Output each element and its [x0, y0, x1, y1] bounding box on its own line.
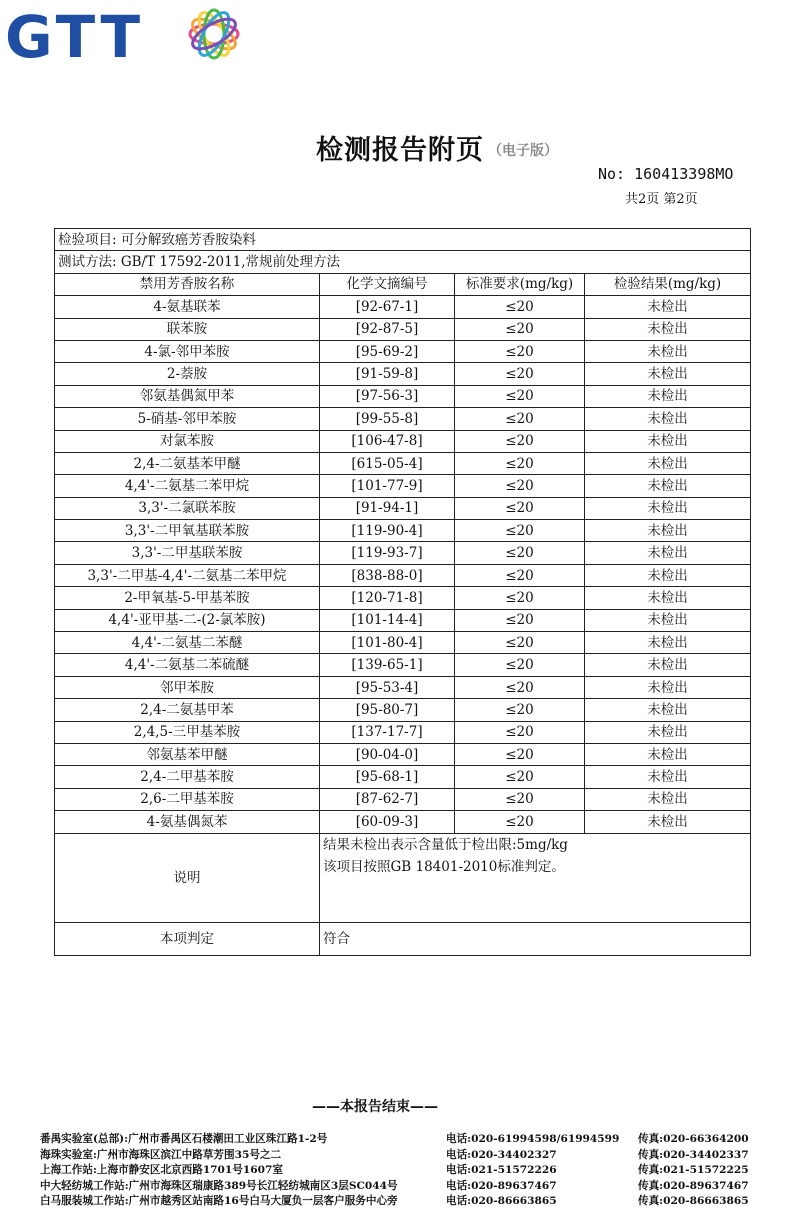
logo-text: GTT	[5, 3, 145, 71]
cas-number-cell: [838-88-0]	[320, 564, 455, 586]
cas-number-cell: [101-14-4]	[320, 609, 455, 631]
limit-cell: ≤20	[455, 743, 585, 765]
report-end-text: ——本报告结束——	[312, 1099, 438, 1115]
result-cell: 未检出	[585, 632, 751, 654]
notes-row	[55, 833, 751, 922]
footer-phone: 电话:020-34402327	[446, 1148, 557, 1161]
amine-name-cell: 4-氨基联苯	[55, 296, 320, 318]
verdict-value: 符合	[320, 922, 751, 955]
table-row	[55, 363, 751, 385]
limit-cell: ≤20	[455, 699, 585, 721]
amine-name-cell: 3,3'-二甲基-4,4'-二氨基二苯甲烷	[55, 564, 320, 586]
footer-fax: 传真:020-66364200	[638, 1133, 749, 1145]
column-header-result: 检验结果(mg/kg)	[585, 273, 751, 295]
result-cell: 未检出	[585, 452, 751, 474]
footer-phone: 电话:020-89637467	[446, 1179, 557, 1192]
amine-name-cell: 邻氨基苯甲醚	[55, 743, 320, 765]
report-number: No: 160413398MO	[598, 165, 734, 183]
footer-row	[40, 1147, 770, 1163]
cas-number-cell: [101-77-9]	[320, 475, 455, 497]
amine-name-cell: 3,3'-二甲基联苯胺	[55, 542, 320, 564]
amine-name-cell: 2,4-二氨基甲苯	[55, 699, 320, 721]
test-item-row	[55, 229, 751, 251]
amine-name-cell: 2,4,5-三甲基苯胺	[55, 721, 320, 743]
test-method-row	[55, 251, 751, 273]
footer-phone: 电话:020-61994598/61994599	[446, 1133, 620, 1145]
table-row	[55, 766, 751, 788]
limit-cell: ≤20	[455, 542, 585, 564]
cas-number-cell: [97-56-3]	[320, 385, 455, 407]
cas-number-cell: [92-67-1]	[320, 296, 455, 318]
limit-cell: ≤20	[455, 385, 585, 407]
amine-name-cell: 4,4'-亚甲基-二-(2-氯苯胺)	[55, 609, 320, 631]
result-cell: 未检出	[585, 475, 751, 497]
result-cell: 未检出	[585, 811, 751, 833]
amine-name-cell: 4-氨基偶氮苯	[55, 811, 320, 833]
footer-row	[40, 1178, 770, 1194]
test-method: 测试方法: GB/T 17592-2011,常规前处理方法	[55, 251, 751, 273]
result-cell: 未检出	[585, 766, 751, 788]
footer-row	[40, 1193, 770, 1209]
electronic-version-label: （电子版）	[488, 143, 558, 159]
footer-row	[40, 1131, 770, 1147]
notes-content	[320, 833, 751, 922]
cas-number-cell: [95-80-7]	[320, 699, 455, 721]
limit-cell: ≤20	[455, 676, 585, 698]
result-cell: 未检出	[585, 318, 751, 340]
limit-cell: ≤20	[455, 318, 585, 340]
footer-phone: 电话:020-86663865	[446, 1195, 557, 1208]
table-row	[55, 743, 751, 765]
amine-name-cell: 对氯苯胺	[55, 430, 320, 452]
cas-number-cell: [95-68-1]	[320, 766, 455, 788]
table-row	[55, 318, 751, 340]
table-row	[55, 699, 751, 721]
footer-address: 白马服装城工作站:广州市越秀区站南路16号白马大厦负一层客户服务中心旁	[40, 1195, 398, 1208]
amine-name-cell: 4,4'-二氨基二苯醚	[55, 632, 320, 654]
amine-name-cell: 2-萘胺	[55, 363, 320, 385]
footer-address: 中大轻纺城工作站:广州市海珠区瑞康路389号长江轻纺城南区3层SC044号	[40, 1179, 398, 1192]
footer-address: 上海工作站:上海市静安区北京西路1701号1607室	[40, 1164, 283, 1177]
limit-cell: ≤20	[455, 296, 585, 318]
amine-name-cell: 4-氯-邻甲苯胺	[55, 340, 320, 362]
cas-number-cell: [120-71-8]	[320, 587, 455, 609]
result-cell: 未检出	[585, 788, 751, 810]
result-cell: 未检出	[585, 699, 751, 721]
cas-number-cell: [137-17-7]	[320, 721, 455, 743]
footer-fax: 传真:020-34402337	[638, 1148, 749, 1161]
limit-cell: ≤20	[455, 632, 585, 654]
amine-name-cell: 邻氨基偶氮甲苯	[55, 385, 320, 407]
table-row	[55, 452, 751, 474]
amine-name-cell: 邻甲苯胺	[55, 676, 320, 698]
footer-address: 海珠实验室:广州市海珠区滨江中路草芳围35号之二	[40, 1148, 282, 1161]
page-title: 检测报告附页	[316, 135, 484, 166]
limit-cell: ≤20	[455, 430, 585, 452]
cas-number-cell: [92-87-5]	[320, 318, 455, 340]
cas-number-cell: [101-80-4]	[320, 632, 455, 654]
cas-number-cell: [91-94-1]	[320, 497, 455, 519]
table-row	[55, 587, 751, 609]
result-cell: 未检出	[585, 654, 751, 676]
column-header-name: 禁用芳香胺名称	[55, 273, 320, 295]
amine-name-cell: 2,6-二甲基苯胺	[55, 788, 320, 810]
cas-number-cell: [95-69-2]	[320, 340, 455, 362]
amine-name-cell: 2,4-二甲基苯胺	[55, 766, 320, 788]
table-row	[55, 475, 751, 497]
table-row	[55, 564, 751, 586]
result-cell: 未检出	[585, 721, 751, 743]
flower-logo-icon	[187, 7, 241, 61]
footer-contacts	[40, 1131, 770, 1209]
limit-cell: ≤20	[455, 408, 585, 430]
footer-row	[40, 1162, 770, 1178]
limit-cell: ≤20	[455, 721, 585, 743]
result-cell: 未检出	[585, 676, 751, 698]
limit-cell: ≤20	[455, 609, 585, 631]
cas-number-cell: [87-62-7]	[320, 788, 455, 810]
table-row	[55, 811, 751, 833]
result-cell: 未检出	[585, 542, 751, 564]
limit-cell: ≤20	[455, 520, 585, 542]
test-results-table	[54, 228, 751, 956]
cas-number-cell: [90-04-0]	[320, 743, 455, 765]
result-cell: 未检出	[585, 430, 751, 452]
amine-name-cell: 3,3'-二甲氧基联苯胺	[55, 520, 320, 542]
footer-address: 番禺实验室(总部):广州市番禺区石楼潮田工业区珠江路1-2号	[40, 1133, 328, 1145]
result-cell: 未检出	[585, 609, 751, 631]
notes-label: 说明	[55, 833, 320, 922]
limit-cell: ≤20	[455, 811, 585, 833]
table-row	[55, 609, 751, 631]
table-row	[55, 408, 751, 430]
table-row	[55, 340, 751, 362]
cas-number-cell: [615-05-4]	[320, 452, 455, 474]
result-cell: 未检出	[585, 520, 751, 542]
table-row	[55, 632, 751, 654]
table-row	[55, 542, 751, 564]
table-row	[55, 497, 751, 519]
table-row	[55, 385, 751, 407]
limit-cell: ≤20	[455, 452, 585, 474]
verdict-row	[55, 922, 751, 955]
cas-number-cell: [119-93-7]	[320, 542, 455, 564]
result-cell: 未检出	[585, 408, 751, 430]
cas-number-cell: [91-59-8]	[320, 363, 455, 385]
test-item: 检验项目: 可分解致癌芳香胺染料	[55, 229, 751, 251]
amine-name-cell: 2-甲氧基-5-甲基苯胺	[55, 587, 320, 609]
amine-name-cell: 联苯胺	[55, 318, 320, 340]
limit-cell: ≤20	[455, 340, 585, 362]
note-line: 结果未检出表示含量低于检出限:5mg/kg	[323, 836, 568, 853]
footer-fax: 传真:021-51572225	[638, 1164, 749, 1177]
amine-name-cell: 4,4'-二氨基二苯硫醚	[55, 654, 320, 676]
table-row	[55, 721, 751, 743]
limit-cell: ≤20	[455, 654, 585, 676]
cas-number-cell: [106-47-8]	[320, 430, 455, 452]
cas-number-cell: [139-65-1]	[320, 654, 455, 676]
result-cell: 未检出	[585, 587, 751, 609]
cas-number-cell: [60-09-3]	[320, 811, 455, 833]
amine-name-cell: 4,4'-二氨基二苯甲烷	[55, 475, 320, 497]
limit-cell: ≤20	[455, 475, 585, 497]
column-header-cas: 化学文摘编号	[320, 273, 455, 295]
table-row	[55, 676, 751, 698]
limit-cell: ≤20	[455, 564, 585, 586]
limit-cell: ≤20	[455, 363, 585, 385]
cas-number-cell: [95-53-4]	[320, 676, 455, 698]
limit-cell: ≤20	[455, 788, 585, 810]
amine-name-cell: 3,3'-二氯联苯胺	[55, 497, 320, 519]
cas-number-cell: [99-55-8]	[320, 408, 455, 430]
footer-phone: 电话:021-51572226	[446, 1164, 557, 1177]
result-cell: 未检出	[585, 385, 751, 407]
verdict-label: 本项判定	[55, 922, 320, 955]
result-cell: 未检出	[585, 497, 751, 519]
table-row	[55, 296, 751, 318]
table-row	[55, 654, 751, 676]
amine-name-cell: 2,4-二氨基苯甲醚	[55, 452, 320, 474]
limit-cell: ≤20	[455, 497, 585, 519]
table-header-row	[55, 273, 751, 295]
page-info: 共2页 第2页	[625, 192, 698, 207]
result-cell: 未检出	[585, 296, 751, 318]
result-cell: 未检出	[585, 743, 751, 765]
limit-cell: ≤20	[455, 766, 585, 788]
table-row	[55, 788, 751, 810]
cas-number-cell: [119-90-4]	[320, 520, 455, 542]
footer-fax: 传真:020-86663865	[638, 1195, 749, 1208]
note-line: 该项目按照GB 18401-2010标准判定。	[323, 858, 565, 875]
result-cell: 未检出	[585, 564, 751, 586]
table-row	[55, 520, 751, 542]
table-row	[55, 430, 751, 452]
limit-cell: ≤20	[455, 587, 585, 609]
amine-name-cell: 5-硝基-邻甲苯胺	[55, 408, 320, 430]
footer-fax: 传真:020-89637467	[638, 1179, 749, 1192]
column-header-limit: 标准要求(mg/kg)	[455, 273, 585, 295]
result-cell: 未检出	[585, 363, 751, 385]
result-cell: 未检出	[585, 340, 751, 362]
